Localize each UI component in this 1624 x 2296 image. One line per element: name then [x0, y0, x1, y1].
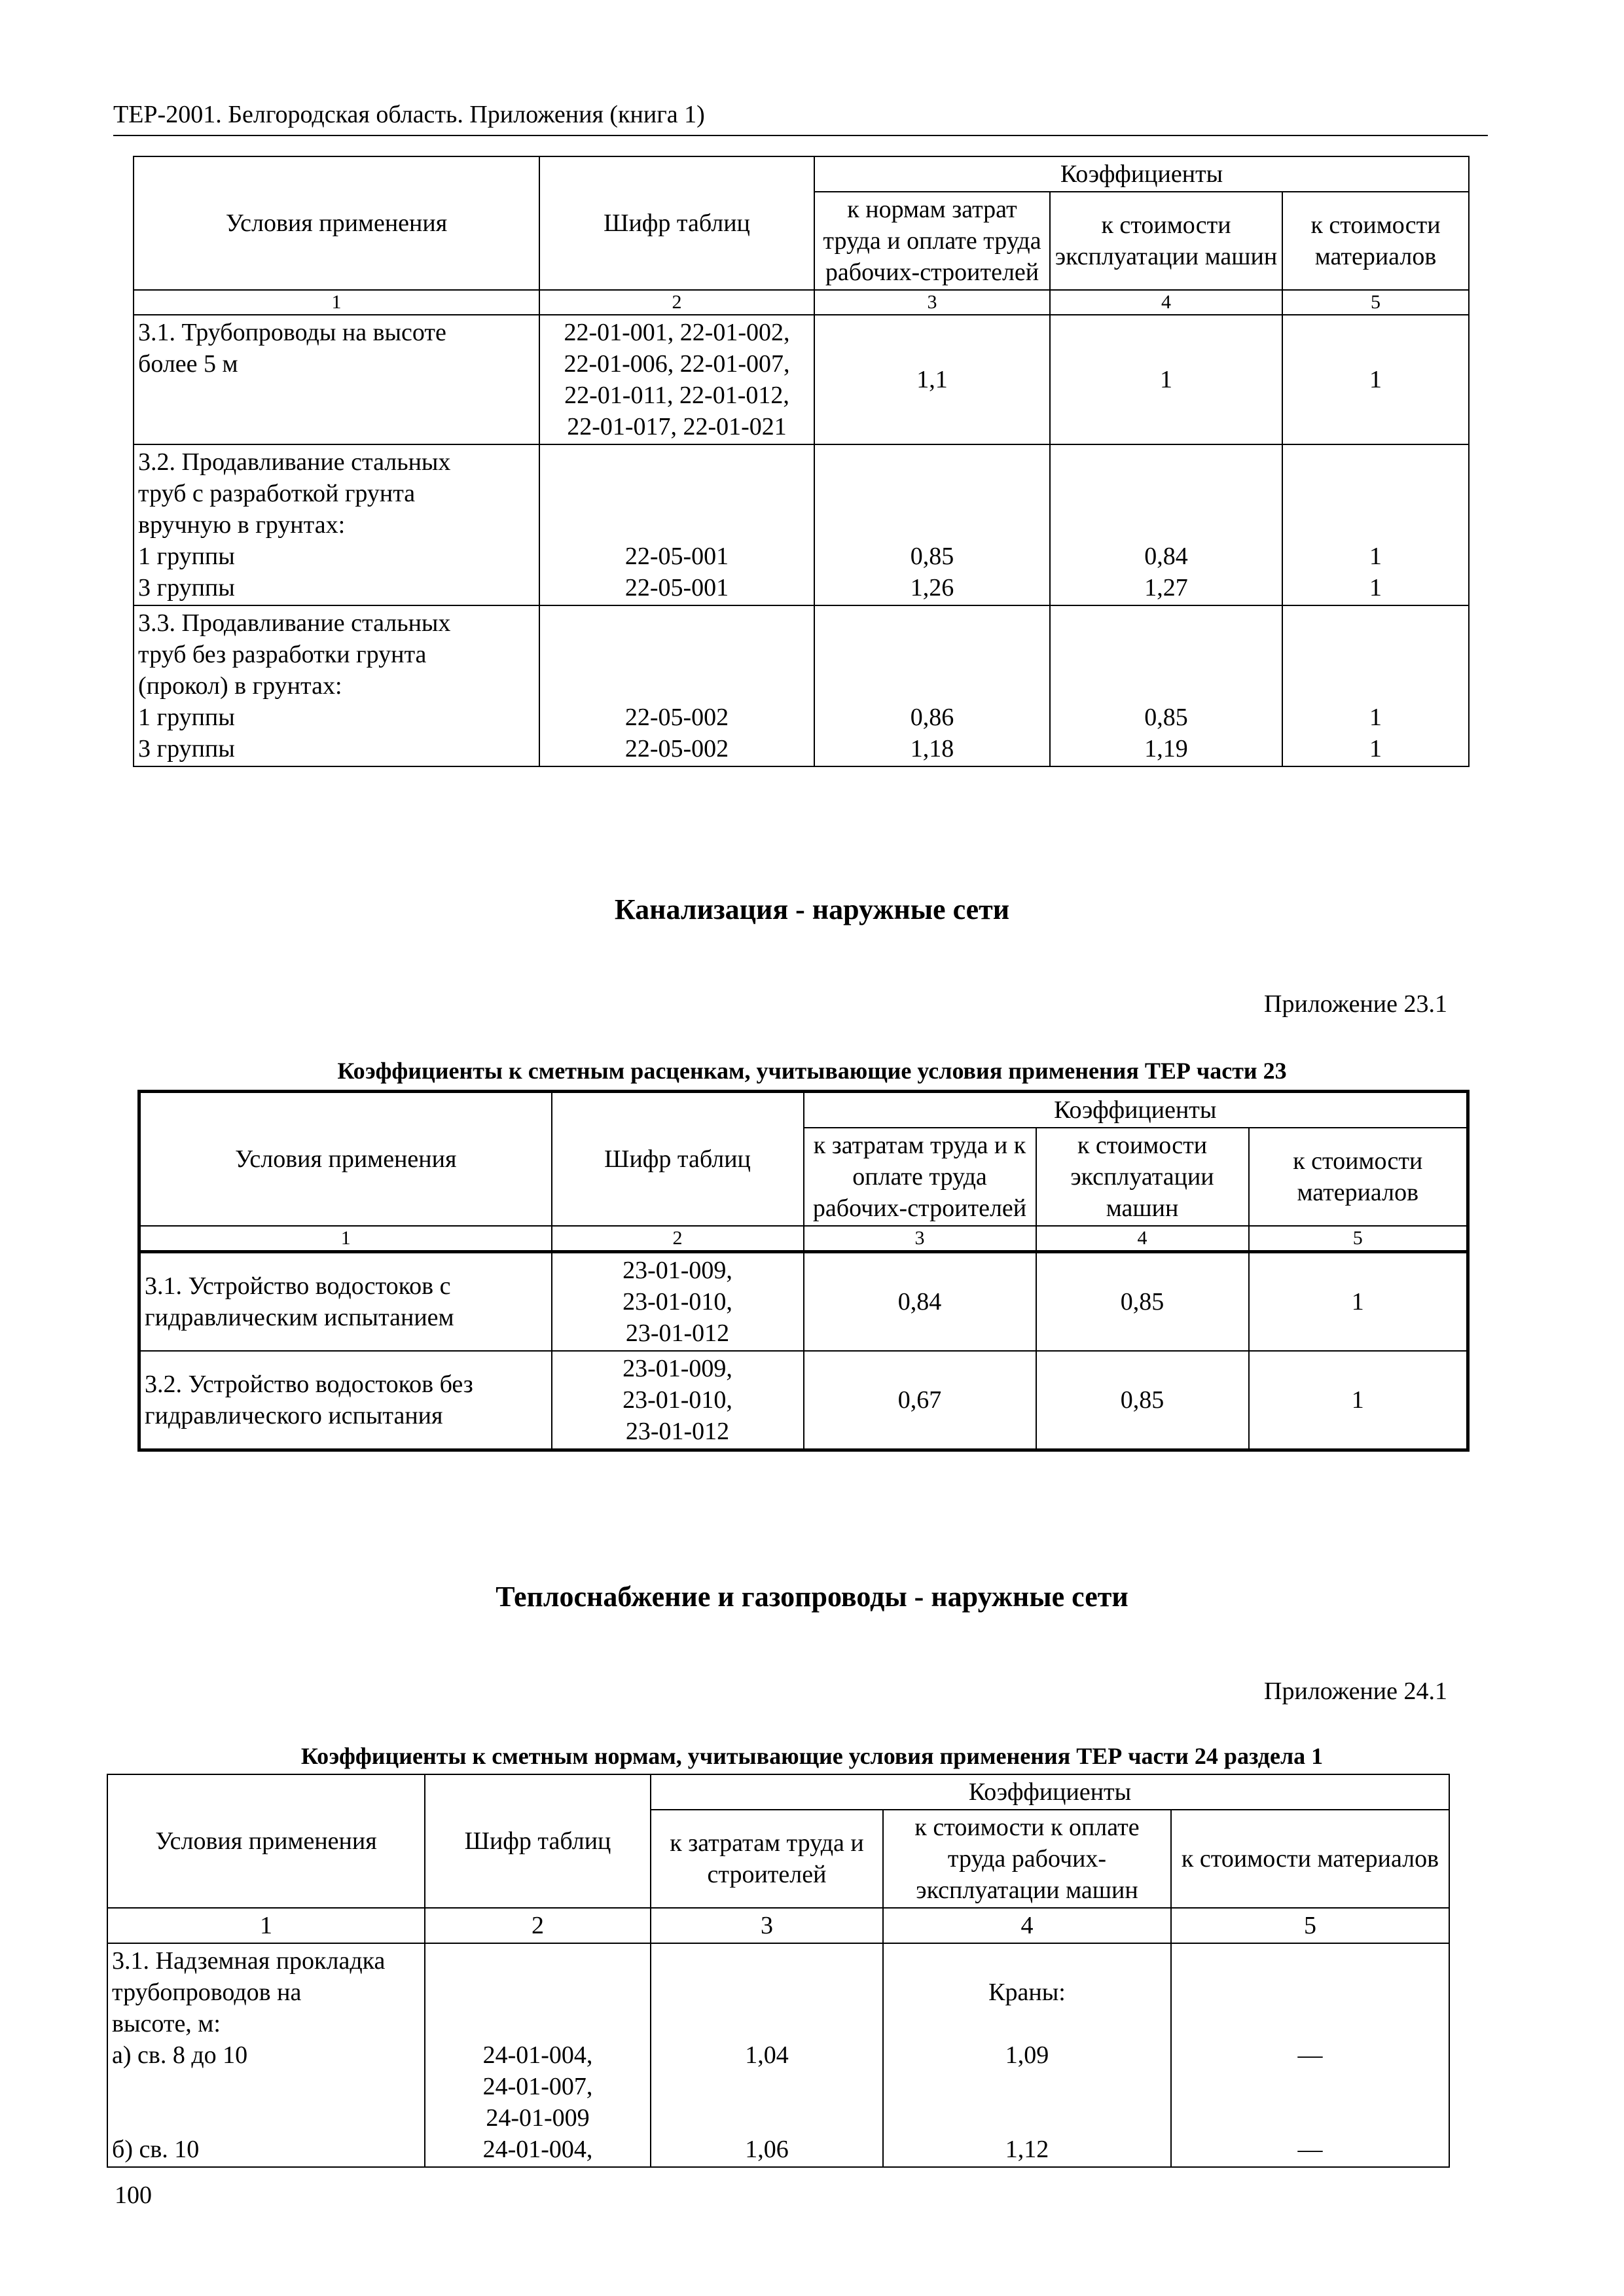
col-materials-header: к стоимости материалов: [1282, 192, 1469, 290]
col-coef-header: Коэффициенты: [804, 1092, 1468, 1128]
col-codes-header: Шифр таблиц: [539, 156, 814, 290]
machines-cell: 0,85: [1036, 1351, 1249, 1450]
col-coef-header: Коэффициенты: [814, 156, 1469, 192]
col-number: 3: [804, 1226, 1036, 1252]
labor-cell: 0,85 1,26: [814, 444, 1050, 605]
codes-cell: 22-01-001, 22-01-002, 22-01-006, 22-01-007, 22-01-011, 22-01-012, 22-01-017, 22-01-021: [539, 315, 814, 444]
table-row: [139, 1351, 1468, 1450]
col-number: 5: [1171, 1908, 1449, 1943]
condition-cell: 3.1. Надземная прокладка трубопроводов на высоте, м: а) св. 8 до 10 б) св. 10: [107, 1943, 425, 2167]
machines-cell: Краны: 1,09 1,12: [883, 1943, 1171, 2167]
col-number: 2: [425, 1908, 651, 1943]
labor-cell: 0,84: [804, 1252, 1036, 1352]
codes-cell: 22-05-001 22-05-001: [539, 444, 814, 605]
table-row: [139, 1252, 1468, 1352]
table-row: [134, 444, 1469, 605]
materials-cell: 1: [1249, 1252, 1468, 1352]
materials-cell: 1: [1249, 1351, 1468, 1450]
col-conditions-header: Условия применения: [134, 156, 539, 290]
col-coef-header: Коэффициенты: [651, 1774, 1449, 1810]
col-materials-header: к стоимости материалов: [1249, 1128, 1468, 1226]
col-labor-header: к затратам труда и к оплате труда рабочих-строителей: [804, 1128, 1036, 1226]
labor-cell: 1,04 1,06: [651, 1943, 883, 2167]
materials-cell: 1 1: [1282, 444, 1469, 605]
col-codes-header: Шифр таблиц: [552, 1092, 804, 1227]
section-heading-heating: Теплоснабжение и газопроводы - наружные сети: [496, 1581, 1128, 1613]
codes-cell: 22-05-002 22-05-002: [539, 605, 814, 766]
col-number: 1: [139, 1226, 552, 1252]
table-row: [134, 315, 1469, 444]
machines-cell: 0,84 1,27: [1050, 444, 1282, 605]
running-header: ТЕР-2001. Белгородская область. Приложения (книга 1): [113, 99, 1488, 136]
col-number: 5: [1282, 290, 1469, 315]
col-number: 3: [814, 290, 1050, 315]
labor-cell: 0,67: [804, 1351, 1036, 1450]
materials-cell: 1: [1282, 315, 1469, 444]
col-conditions-header: Условия применения: [139, 1092, 552, 1227]
labor-cell: 1,1: [814, 315, 1050, 444]
col-number: 4: [1036, 1226, 1249, 1252]
table-part-22-continued: [133, 156, 1470, 767]
codes-cell: 23-01-009, 23-01-010, 23-01-012: [552, 1252, 804, 1352]
col-machines-header: к стоимости эксплуатации машин: [1050, 192, 1282, 290]
col-labor-header: к затратам труда и строителей: [651, 1810, 883, 1908]
page-number: 100: [115, 2181, 152, 2209]
col-number: 1: [107, 1908, 425, 1943]
table-row: [107, 1943, 1449, 2167]
col-number: 1: [134, 290, 539, 315]
machines-cell: 0,85: [1036, 1252, 1249, 1352]
col-conditions-header: Условия применения: [107, 1774, 425, 1908]
table-caption: Коэффициенты к сметным нормам, учитывающие условия применения ТЕР части 24 раздела 1: [300, 1743, 1324, 1769]
table-part-24: [107, 1774, 1450, 2168]
col-materials-header: к стоимости материалов: [1171, 1810, 1449, 1908]
condition-cell: 3.1. Трубопроводы на высоте более 5 м: [134, 315, 539, 444]
col-machines-header: к стоимости эксплуатации машин: [1036, 1128, 1249, 1226]
col-number: 4: [883, 1908, 1171, 1943]
col-number: 5: [1249, 1226, 1468, 1252]
codes-cell: 24-01-004, 24-01-007, 24-01-009 24-01-004,: [425, 1943, 651, 2167]
table-part-23: [137, 1090, 1470, 1452]
col-number: 4: [1050, 290, 1282, 315]
materials-cell: — —: [1171, 1943, 1449, 2167]
table-caption: Коэффициенты к сметным расценкам, учитывающие условия применения ТЕР части 23: [337, 1058, 1287, 1084]
col-codes-header: Шифр таблиц: [425, 1774, 651, 1908]
col-labor-header: к нормам затрат труда и оплате труда рабочих-строителей: [814, 192, 1050, 290]
condition-cell: 3.2. Устройство водостоков без гидравлического испытания: [139, 1351, 552, 1450]
condition-cell: 3.1. Устройство водостоков с гидравлическим испытанием: [139, 1252, 552, 1352]
col-number: 2: [539, 290, 814, 315]
col-number: 2: [552, 1226, 804, 1252]
table-row: [134, 605, 1469, 766]
col-number: 3: [651, 1908, 883, 1943]
condition-cell: 3.3. Продавливание стальных труб без разработки грунта (прокол) в грунтах: 1 группы 3 группы: [134, 605, 539, 766]
codes-cell: 23-01-009, 23-01-010, 23-01-012: [552, 1351, 804, 1450]
labor-cell: 0,86 1,18: [814, 605, 1050, 766]
appendix-label: Приложение 23.1: [1264, 990, 1447, 1018]
machines-cell: 0,85 1,19: [1050, 605, 1282, 766]
section-heading-sewerage: Канализация - наружные сети: [614, 893, 1010, 925]
condition-cell: 3.2. Продавливание стальных труб с разработкой грунта вручную в грунтах: 1 группы 3 группы: [134, 444, 539, 605]
appendix-label: Приложение 24.1: [1264, 1677, 1447, 1705]
machines-cell: 1: [1050, 315, 1282, 444]
materials-cell: 1 1: [1282, 605, 1469, 766]
col-machines-header: к стоимости к оплате труда рабочих-эксплуатации машин: [883, 1810, 1171, 1908]
